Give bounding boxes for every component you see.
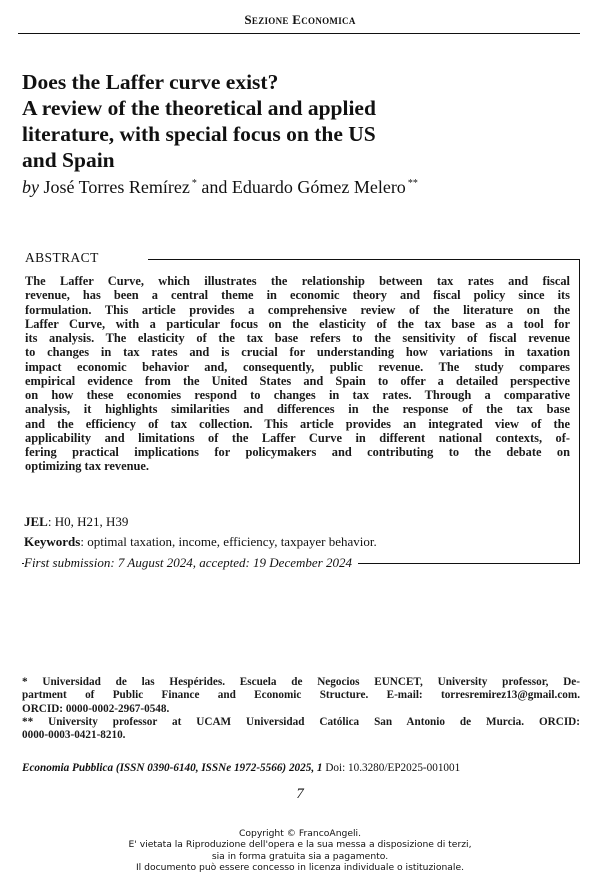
keywords: [24, 534, 377, 550]
abstract-line: The Laffer Curve, which illustrates the relationship between tax rates and fiscal: [25, 274, 570, 288]
copyright-line: Copyright © FrancoAngeli.: [238, 828, 362, 839]
author-byline: [22, 177, 582, 198]
abstract-line: Laffer Curve, with a particular focus on the elasticity of the tax base as a tool for: [25, 316, 570, 331]
author-footnotes: [22, 676, 580, 742]
footnote-line: partment of Public Finance and Economic Structure. E-mail: torresremirez13@gmail.com.: [22, 689, 580, 702]
section-divider: [18, 33, 580, 34]
abstract-text: [25, 274, 570, 474]
abstract-line: and the efficiency of tax collection. This article provides an integrated view of the: [25, 416, 570, 431]
title-line: A review of the theoretical and applied: [22, 96, 376, 120]
byline-by: by: [22, 177, 39, 197]
author-name: José Torres Remírez: [43, 177, 190, 197]
abstract-line: to changes in tax rates and is crucial for understanding how variations in taxation: [25, 345, 570, 360]
abstract-top-rule: [148, 259, 580, 260]
byline-conjunction: and: [201, 177, 228, 197]
abstract-line: applicability and limitations of the Laffer Curve in different national contexts, of-: [25, 430, 570, 445]
footnote-line: ORCID: 0000-0002-2967-0548.: [22, 702, 170, 715]
title-line: literature, with special focus on the US: [22, 122, 376, 146]
title-line: and Spain: [22, 148, 115, 172]
submission-dates: First submission: 7 August 2024, accepted: 19 December 2024: [24, 555, 358, 571]
author-footnote-mark: *: [191, 178, 197, 189]
jel-label: JEL: [24, 514, 48, 529]
doi: Doi: 10.3280/EP2025-001001: [325, 762, 461, 774]
article-title: [22, 69, 582, 173]
abstract-line: optimizing tax revenue.: [25, 459, 150, 474]
abstract-line: formulation. This article provides a comprehensive review of the literature on the: [25, 302, 570, 317]
jel-value: : H0, H21, H39: [47, 514, 129, 529]
abstract-line: its analysis. The elasticity of the tax base refers to the sensitivity of fiscal revenue: [25, 331, 570, 345]
footnote-line: * Universidad de las Hespérides. Escuela de Negocios EUNCET, University professor, De-: [22, 676, 580, 688]
footnote-line: ** University professor at UCAM Universidad Católica San Antonio de Murcia. ORCID:: [22, 715, 580, 728]
abstract-line: revenue, has been a central theme in economic theory and fiscal policy since its: [25, 288, 570, 303]
author-footnote-mark: **: [407, 178, 418, 189]
abstract-line: on how these economies respond to changes in tax rates. Through a comparative: [25, 388, 570, 402]
journal-citation: [22, 762, 580, 774]
copyright-line: Il documento può essere concesso in licenza individuale o istituzionale.: [135, 861, 465, 873]
abstract-line: analysis, it highlights similarities and differences in the response of the tax base: [25, 402, 570, 417]
jel-codes: [24, 514, 128, 530]
journal-name: Economia Pubblica (ISSN 0390-6140, ISSNe 1972-5566) 2025, 1: [22, 762, 323, 774]
abstract-line: fering practical implications for policymakers and contributing to the debate on: [25, 445, 570, 459]
title-line: Does the Laffer curve exist?: [22, 70, 279, 94]
keywords-value: : optimal taxation, income, efficiency, taxpayer behavior.: [80, 534, 377, 549]
abstract-line: empirical evidence from the United States and Spain to offer a detailed perspective: [25, 373, 570, 388]
keywords-label: Keywords: [24, 534, 81, 549]
abstract-heading: ABSTRACT: [25, 250, 99, 265]
page-number: 7: [296, 786, 304, 802]
copyright-line: sia in forma gratuita sia a pagamento.: [211, 850, 389, 862]
copyright-notice: [0, 828, 600, 873]
author-name: Eduardo Gómez Melero: [231, 177, 406, 197]
footnote-line: 0000-0003-0421-8210.: [22, 729, 126, 742]
copyright-line: E' vietata la Riproduzione dell'opera e la sua messa a disposizione di terzi,: [128, 839, 472, 851]
abstract-line: impact economic behavior and, consequently, public revenue. The study compares: [25, 359, 570, 374]
section-header: Sezione Economica: [244, 12, 356, 27]
